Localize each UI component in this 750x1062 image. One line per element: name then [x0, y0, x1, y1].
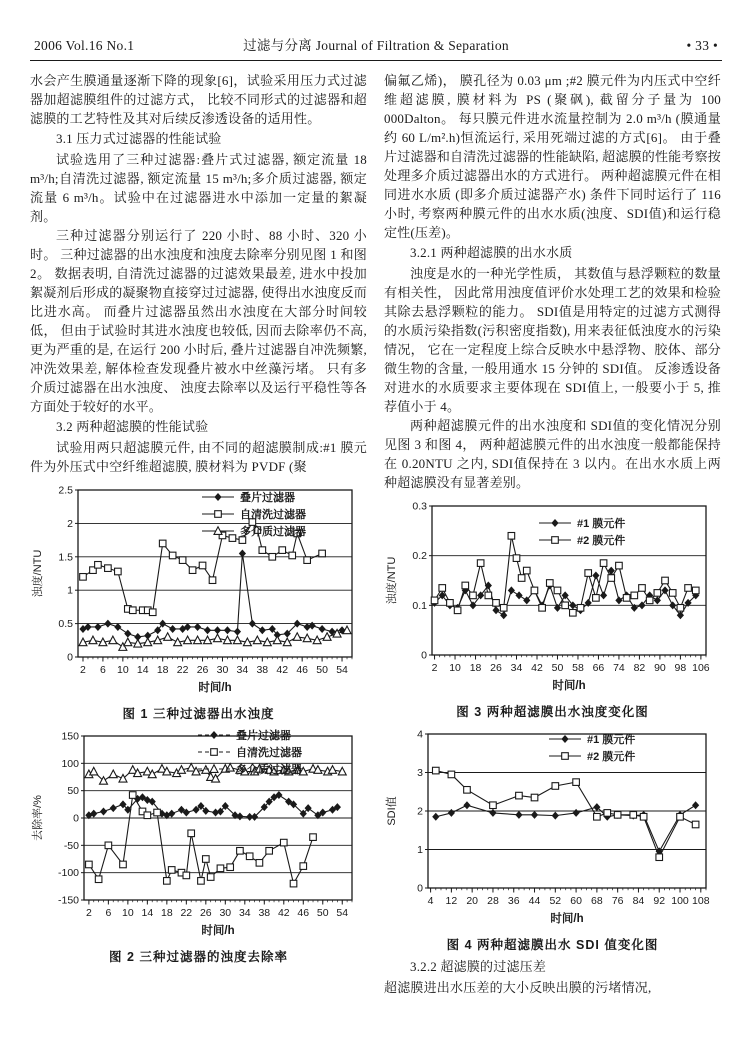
- svg-text:92: 92: [653, 895, 666, 907]
- section-heading-3-1: 3.1 压力式过滤器的性能试验: [56, 131, 222, 146]
- svg-text:76: 76: [611, 895, 624, 907]
- section-heading-3-2-2: 3.2.2 超滤膜的过滤压差: [410, 959, 547, 974]
- svg-text:30: 30: [216, 664, 229, 676]
- svg-text:1: 1: [417, 844, 423, 856]
- svg-text:46: 46: [296, 664, 309, 676]
- figure-3: [384, 498, 721, 720]
- svg-text:34: 34: [236, 664, 249, 676]
- paragraph-membrane-flux: 水会产生膜通量逐渐下降的现象[6]，试验采用压力式过滤器加超滤膜组件的过滤方式， 比较不同形式的过滤器和超滤膜的工艺特性及其对后续反渗透设备的适用性。: [30, 73, 367, 126]
- svg-text:68: 68: [591, 895, 603, 907]
- paragraph-pressure-differential: 超滤膜进出水压差的大小反映出膜的污堵情况,: [384, 980, 652, 995]
- svg-text:0: 0: [417, 882, 423, 895]
- svg-text:2: 2: [417, 805, 423, 818]
- svg-text:84: 84: [632, 895, 645, 907]
- two-column-body: [30, 71, 722, 997]
- svg-text:42: 42: [276, 664, 289, 676]
- svg-text:时间/h: 时间/h: [552, 680, 586, 692]
- svg-text:2: 2: [67, 517, 73, 530]
- svg-text:106: 106: [692, 662, 710, 674]
- right-column: [384, 71, 721, 997]
- figure-4: [384, 726, 721, 953]
- svg-text:42: 42: [531, 662, 543, 674]
- paragraph-membrane-water-quality: 两种超滤膜元件的出水浊度和 SDI值的变化情况分别见图 3 和图 4， 两种超滤膜元件的出水浊度一般都能保持在 0.20NTU 之内, SDI值保持在 3 以内。在出水水质上两种超滤膜没有显著差别。: [384, 418, 721, 490]
- header-issue: 2006 Vol.16 No.1: [34, 38, 135, 53]
- header-journal-title: 过滤与分离 Journal of Filtration & Separation: [243, 38, 509, 53]
- svg-text:0.2: 0.2: [412, 550, 427, 563]
- chart-filter-effluent-turbidity: [30, 482, 362, 702]
- svg-text:时间/h: 时间/h: [550, 913, 584, 925]
- svg-text:28: 28: [487, 895, 499, 907]
- svg-text:50: 50: [316, 907, 329, 919]
- svg-text:2: 2: [431, 662, 438, 674]
- svg-text:2: 2: [85, 907, 92, 919]
- svg-text:54: 54: [336, 664, 348, 676]
- svg-text:34: 34: [510, 662, 523, 674]
- svg-text:10: 10: [449, 662, 461, 674]
- svg-text:18: 18: [156, 664, 169, 676]
- svg-text:去除率/%: 去除率/%: [32, 795, 44, 841]
- svg-text:12: 12: [445, 895, 458, 907]
- paragraph-filter-results: 三种过滤器分别运行了 220 小时、88 小时、320 小时。 三种过滤器的出水浊度和浊度去除率分别见图 1 和图 2。 数据表明, 自清洗过滤器的过滤效果最差, 进水中投加絮凝剂后形成的凝聚物直接穿过过滤器, 使得出水浊度反而比进水高。 而叠片过滤器虽然出水浊度在大部分时间较低， 但由于试验时其进水浊度也较低, 因而去除率仍不高, 更为严重的是, 在运行 200 小时后, 叠片过滤器自冲洗频繁, 冲洗效果差, 解体检查发现叠片被水中丝藻污堵。 只有多介质过滤器在出水浊度、 浊度去除率以及运行平稳性等各方面处于较好的水平。: [30, 228, 367, 414]
- figure-1-caption: 图 1 三种过滤器出水浊度: [122, 707, 275, 721]
- section-heading-3-2: 3.2 两种超滤膜的性能试验: [56, 419, 209, 434]
- header-page-number: • 33 •: [686, 38, 718, 53]
- svg-text:22: 22: [176, 664, 189, 676]
- svg-text:18: 18: [469, 662, 482, 674]
- paragraph-filter-selection: 试验选用了三种过滤器:叠片式过滤器, 额定流量 18 m³/h;自清洗过滤器, 额定流量 15 m³/h;多介质过滤器, 额定流量 6 m³/h。试验中在过滤器进水中添加一定量的絮凝剂。: [30, 152, 367, 224]
- svg-text:58: 58: [572, 662, 584, 674]
- svg-text:叠片过滤器: 叠片过滤器: [236, 730, 291, 742]
- figure-2: [30, 728, 367, 965]
- svg-text:90: 90: [654, 662, 666, 674]
- svg-text:108: 108: [692, 895, 710, 907]
- journal-header: [30, 34, 722, 60]
- svg-text:0.3: 0.3: [412, 500, 427, 513]
- svg-text:-150: -150: [57, 894, 79, 907]
- svg-text:#2 膜元件: #2 膜元件: [587, 751, 636, 763]
- svg-text:36: 36: [507, 895, 520, 907]
- svg-text:0: 0: [421, 649, 427, 662]
- svg-text:#2 膜元件: #2 膜元件: [577, 535, 626, 547]
- svg-text:浊度/NTU: 浊度/NTU: [32, 549, 44, 598]
- svg-text:46: 46: [297, 907, 310, 919]
- svg-text:54: 54: [336, 907, 349, 919]
- svg-text:38: 38: [258, 907, 271, 919]
- svg-text:20: 20: [466, 895, 479, 907]
- svg-text:2.5: 2.5: [58, 484, 73, 497]
- svg-text:浊度/NTU: 浊度/NTU: [386, 556, 398, 605]
- svg-text:4: 4: [427, 895, 434, 907]
- svg-text:0.1: 0.1: [412, 599, 427, 612]
- svg-text:38: 38: [256, 664, 269, 676]
- chart-turbidity-removal-rate: [30, 728, 362, 945]
- paragraph-membrane-elements: 试验用两只超滤膜元件, 由不同的超滤膜制成:#1 膜元件为外压式中空纤维超滤膜, 膜材料为 PVDF (聚: [30, 440, 367, 474]
- svg-text:10: 10: [122, 907, 134, 919]
- svg-text:50: 50: [551, 662, 564, 674]
- svg-text:100: 100: [671, 895, 689, 907]
- svg-text:6: 6: [105, 907, 112, 919]
- svg-text:#1 膜元件: #1 膜元件: [587, 734, 636, 746]
- svg-text:多介质过滤器: 多介质过滤器: [240, 526, 306, 538]
- svg-text:30: 30: [219, 907, 232, 919]
- figure-4-caption: 图 4 两种超滤膜出水 SDI 值变化图: [446, 938, 659, 952]
- svg-text:自清洗过滤器: 自清洗过滤器: [236, 747, 302, 759]
- svg-text:26: 26: [199, 907, 212, 919]
- svg-text:60: 60: [570, 895, 582, 907]
- section-heading-3-2-1: 3.2.1 两种超滤膜的出水水质: [410, 245, 573, 260]
- left-column: [30, 71, 367, 997]
- figure-1: [30, 482, 367, 722]
- svg-text:0: 0: [67, 651, 73, 664]
- paragraph-turbidity-sdi-definition: 浊度是水的一种光学性质， 其数值与悬浮颗粒的数量有相关性， 因此常用浊度值评价水处理工艺的效果和检验其除去悬浮颗粒的能力。 SDI值是用特定的过滤方式测得的水质污染指数(污积密度指数), 用来表征低浊度水的污染情况， 它在一定程度上综合反映水中悬浮物、胶体、部分微生物的含量, 一般用通水 15 分钟的 SDI值。 反渗透设备对进水的水质要求主要体现在 SDI值上, 一般要小于 5, 推荐值小于 4。: [384, 266, 721, 414]
- svg-text:0: 0: [73, 812, 79, 825]
- svg-text:2: 2: [80, 664, 86, 676]
- svg-text:82: 82: [633, 662, 646, 674]
- svg-text:100: 100: [61, 757, 79, 770]
- svg-text:44: 44: [528, 895, 541, 907]
- svg-text:50: 50: [67, 785, 79, 798]
- figure-3-caption: 图 3 两种超滤膜出水浊度变化图: [456, 705, 649, 719]
- svg-text:34: 34: [238, 907, 251, 919]
- svg-text:1: 1: [67, 584, 73, 597]
- svg-text:22: 22: [180, 907, 193, 919]
- chart-membrane-effluent-turbidity: [384, 498, 716, 700]
- svg-text:66: 66: [592, 662, 605, 674]
- chart-membrane-effluent-sdi: [384, 726, 716, 933]
- svg-text:1.5: 1.5: [58, 551, 73, 564]
- svg-text:42: 42: [277, 907, 290, 919]
- svg-text:时间/h: 时间/h: [201, 925, 235, 937]
- svg-text:-50: -50: [63, 839, 79, 852]
- svg-text:14: 14: [136, 664, 149, 676]
- svg-text:150: 150: [61, 730, 79, 743]
- svg-text:叠片过滤器: 叠片过滤器: [240, 492, 295, 504]
- header-rule: [30, 60, 722, 61]
- svg-text:50: 50: [316, 664, 328, 676]
- paragraph-membrane-specs: 偏氟乙烯)， 膜孔径为 0.03 μm ;#2 膜元件为内压式中空纤维超滤膜, 膜材料为 PS (聚砜), 截留分子量为 100 000Dalton。 每只膜元件进水流量控制为 2.0 m³/h (膜通量约 60 L/m².h)恒流运行, 采用死端过滤的方式[6]。 由于叠片过滤器和自清洗过滤器的性能缺陷, 超滤膜的性能考察按处理多介质过滤器出水的方式进行。 两种超滤膜元件在相同进水水质 (即多介质过滤器产水) 条件下同时运行了 116 小时, 考察两种膜元件的出水水质(浊度、SDI值)和运行稳定性(压差)。: [384, 73, 721, 240]
- svg-text:4: 4: [417, 728, 423, 741]
- svg-text:52: 52: [549, 895, 562, 907]
- svg-text:多介质过滤器: 多介质过滤器: [236, 764, 302, 776]
- svg-text:-100: -100: [57, 867, 79, 880]
- svg-text:3: 3: [417, 767, 423, 779]
- svg-text:10: 10: [116, 664, 129, 676]
- svg-text:26: 26: [490, 662, 502, 674]
- svg-text:时间/h: 时间/h: [198, 682, 232, 694]
- svg-text:自清洗过滤器: 自清洗过滤器: [240, 509, 306, 521]
- svg-text:6: 6: [99, 664, 106, 676]
- svg-text:#1 膜元件: #1 膜元件: [577, 518, 626, 530]
- svg-text:SDI值: SDI值: [386, 796, 398, 826]
- svg-text:26: 26: [196, 664, 209, 676]
- svg-text:98: 98: [674, 662, 687, 674]
- svg-text:74: 74: [613, 662, 625, 674]
- svg-text:0.5: 0.5: [58, 618, 73, 631]
- svg-text:18: 18: [160, 907, 173, 919]
- svg-text:14: 14: [141, 907, 154, 919]
- figure-2-caption: 图 2 三种过滤器的浊度去除率: [109, 950, 288, 964]
